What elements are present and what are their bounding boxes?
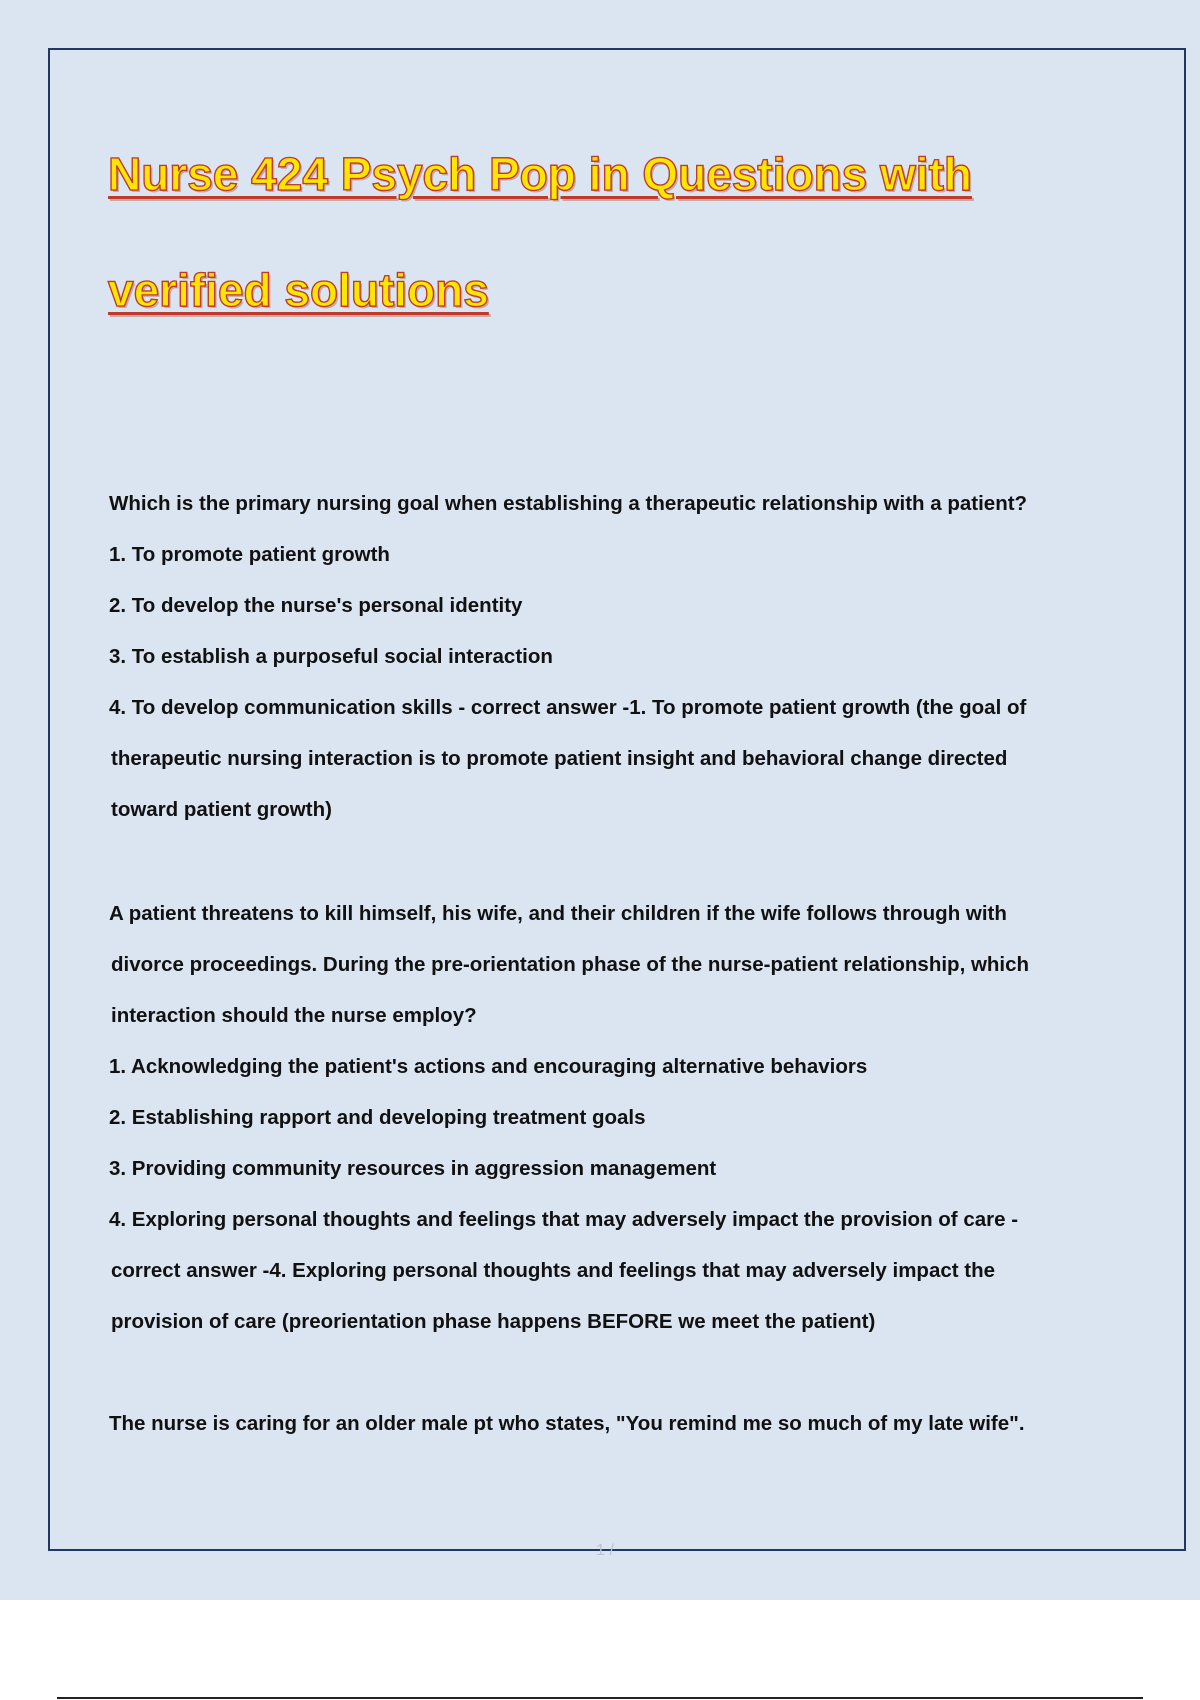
document-title-line-1: Nurse 424 Psych Pop in Questions with bbox=[108, 148, 973, 200]
question-stem: The nurse is caring for an older male pt who states, "You remind me so much of my late wife". bbox=[109, 1412, 1025, 1435]
rationale-text: correct answer -4. Exploring personal thoughts and feelings that may adversely impact the bbox=[111, 1259, 996, 1282]
answer-option: 3. To establish a purposeful social interaction bbox=[109, 645, 553, 668]
answer-option: 1. Acknowledging the patient's actions and encouraging alternative behaviors bbox=[109, 1055, 868, 1078]
question-block-2 bbox=[109, 888, 1109, 1347]
rationale-text: therapeutic nursing interaction is to promote patient insight and behavioral change directed bbox=[111, 747, 1008, 770]
answer-option: 2. Establishing rapport and developing treatment goals bbox=[109, 1106, 646, 1129]
answer-option: 1. To promote patient growth bbox=[109, 543, 390, 566]
answer-option: 3. Providing community resources in aggression management bbox=[109, 1157, 717, 1180]
question-stem: A patient threatens to kill himself, his wife, and their children if the wife follows through with bbox=[109, 902, 1007, 925]
answer-option-with-correct-answer: 4. To develop communication skills - correct answer -1. To promote patient growth (the goal of bbox=[109, 696, 1027, 719]
question-stem: Which is the primary nursing goal when establishing a therapeutic relationship with a patient? bbox=[109, 492, 1028, 515]
question-stem: divorce proceedings. During the pre-orientation phase of the nurse-patient relationship, which bbox=[111, 953, 1030, 976]
answer-option-with-correct-answer: 4. Exploring personal thoughts and feelings that may adversely impact the provision of care - bbox=[109, 1208, 1019, 1231]
rationale-text: toward patient growth) bbox=[111, 798, 332, 821]
question-block-1 bbox=[109, 478, 1109, 835]
question-block-3 bbox=[109, 1398, 1109, 1449]
footer-divider bbox=[57, 1697, 1143, 1699]
rationale-text: provision of care (preorientation phase happens BEFORE we meet the patient) bbox=[111, 1310, 876, 1333]
document-title-line-2: verified solutions bbox=[108, 264, 489, 316]
page-number: 1 / bbox=[596, 1542, 614, 1559]
answer-option: 2. To develop the nurse's personal identity bbox=[109, 594, 523, 617]
question-stem: interaction should the nurse employ? bbox=[111, 1004, 477, 1027]
